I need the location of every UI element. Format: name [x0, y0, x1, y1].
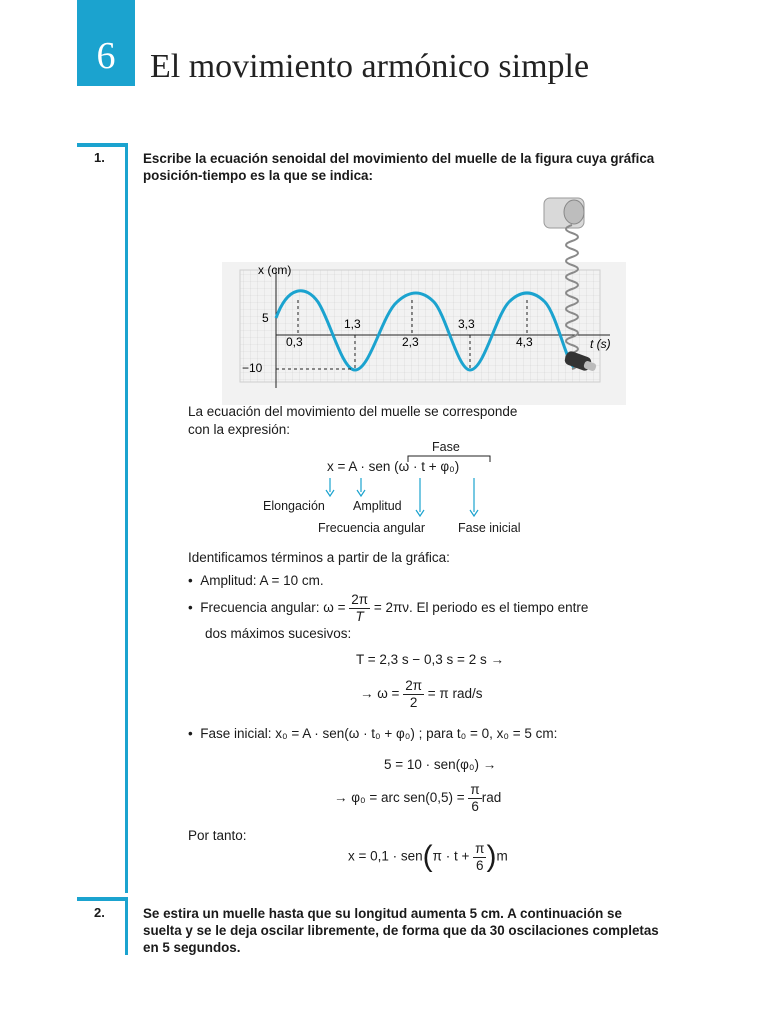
omega-equation: → ω = $\frac{2\pi}{2}$ = π rad/s [360, 678, 483, 710]
question-number: 1. [94, 150, 105, 165]
time-label: 2,3 [402, 335, 419, 349]
phase-label: Fase [432, 440, 460, 454]
period-equation: T = 2,3 s − 0,3 s = 2 s → [356, 652, 504, 667]
label-amplitud: Amplitud [353, 499, 402, 513]
question-rule [77, 897, 125, 901]
chapter-title: El movimiento armónico simple [150, 48, 590, 85]
phase-equation-2: → φ₀ = arc sen(0,5) = $\frac{\pi}{6}$ rad [334, 782, 502, 814]
final-equation: x = 0,1 · sen(π · t + $\frac{\pi}{6}$ )m [348, 840, 508, 873]
label-fase-inicial: Fase inicial [458, 521, 521, 535]
time-label: 4,3 [516, 335, 533, 349]
bullet-frequency: • Frecuencia angular: ω = $\frac{2\pi}{T}$ = 2πν. El periodo es el tiempo entre [188, 592, 589, 624]
intro-line: con la expresión: [188, 422, 291, 437]
question-number: 2. [94, 905, 105, 920]
time-label: 0,3 [286, 335, 303, 349]
chapter-number: 6 [77, 0, 135, 86]
time-label: 1,3 [344, 317, 361, 331]
bullet-frequency-cont: dos máximos sucesivos: [205, 626, 352, 641]
bullet-amplitude: • Amplitud: A = 10 cm. [188, 573, 324, 588]
identify-text: Identificamos términos a partir de la gráfica: [188, 550, 450, 565]
question-rule [77, 143, 125, 147]
question-prompt: Se estira un muelle hasta que su longitud aumenta 5 cm. A continuación se suelta y se le deja oscilar libremente, de forma que da 30 oscilaciones completas en 5 segundos. [143, 906, 659, 955]
tick-label-5: 5 [262, 311, 269, 325]
tick-label-m10: −10 [242, 361, 263, 375]
time-label: 3,3 [458, 317, 475, 331]
question-prompt: Escribe la ecuación senoidal del movimiento del muelle de la figura cuya gráfica posición-tiempo es la que se indica: [143, 151, 655, 183]
question-line [125, 143, 128, 893]
question-line [125, 897, 128, 955]
label-frecuencia: Frecuencia angular [318, 521, 426, 535]
x-axis-label: t (s) [590, 337, 611, 351]
motion-equation: x = A · sen (ω · t + φ₀) [327, 459, 460, 474]
por-tanto: Por tanto: [188, 828, 247, 843]
label-elongacion: Elongación [263, 499, 325, 513]
phase-equation-1: 5 = 10 · sen(φ₀) → [384, 757, 497, 772]
position-time-graph [222, 190, 632, 410]
intro-line: La ecuación del movimiento del muelle se corresponde [188, 404, 518, 419]
bullet-phase: • Fase inicial: x₀ = A · sen(ω · t₀ + φ₀) ; para t₀ = 0, x₀ = 5 cm: [188, 726, 558, 741]
y-axis-label: x (cm) [258, 263, 292, 277]
